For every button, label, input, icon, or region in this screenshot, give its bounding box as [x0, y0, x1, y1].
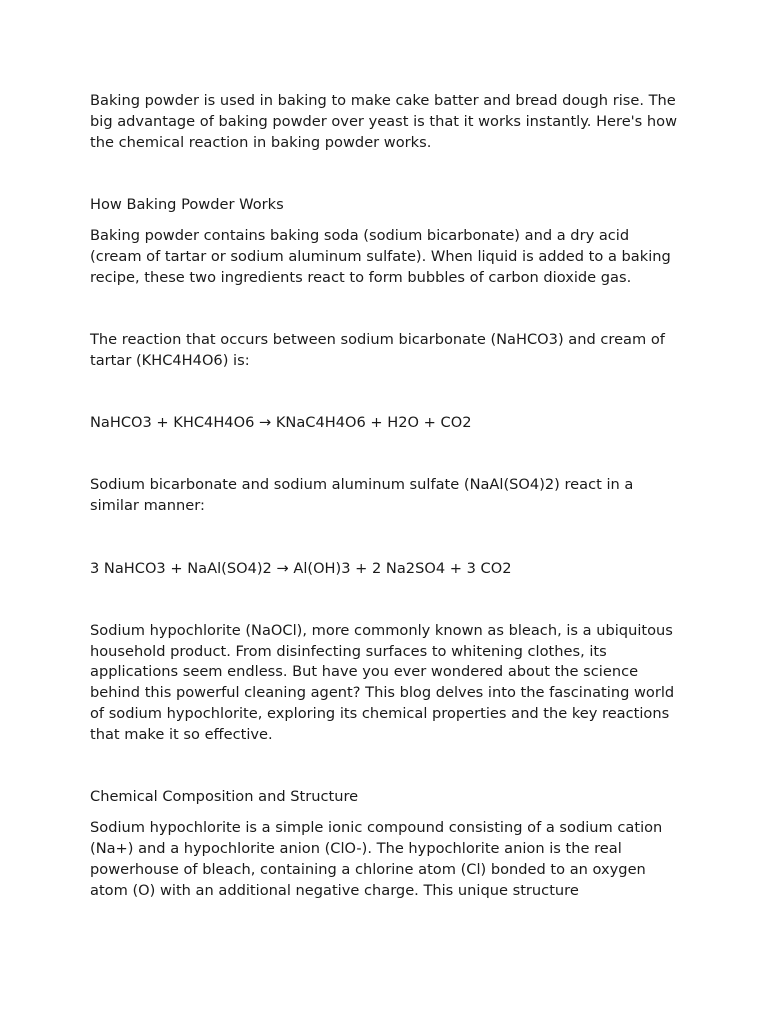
baking-powder-paragraph: Baking powder contains baking soda (sodium bicarbonate) and a dry acid (cream of tartar or sodium aluminum sulfate). When liquid is added to a baking recipe, these two ingredients react to form bubbles of carbon dioxide gas. — [90, 227, 671, 286]
spacer — [90, 746, 680, 788]
spacer — [90, 517, 680, 559]
composition-paragraph: Sodium hypochlorite is a simple ionic compound consisting of a sodium cation (Na+) and a hypochlorite anion (ClO-). The hypochlorite anion is the real powerhouse of bleach, containing a chlorine atom (Cl) bonded to an oxygen atom (O) with an additional negative charge. This unique structure — [90, 819, 663, 899]
spacer — [90, 216, 680, 227]
equation-cream-of-tartar: NaHCO3 + KHC4H4O6 → KNaC4H4O6 + H2O + CO2 — [90, 414, 472, 432]
spacer — [90, 153, 680, 195]
reaction2-intro-paragraph: Sodium bicarbonate and sodium aluminum sulfate (NaAl(SO4)2) react in a similar manner: — [90, 476, 634, 515]
spacer — [90, 289, 680, 331]
spacer — [90, 808, 680, 819]
spacer — [90, 434, 680, 476]
spacer — [90, 372, 680, 414]
intro-paragraph: Baking powder is used in baking to make cake batter and bread dough rise. The big advantage of baking powder over yeast is that it works instantly. Here's how the chemical reaction in baking powder works. — [90, 92, 678, 151]
reaction-intro-paragraph: The reaction that occurs between sodium bicarbonate (NaHCO3) and cream of tartar (KHC4H4O6) is: — [90, 331, 665, 369]
spacer — [90, 579, 680, 621]
section-heading-chemical-composition: Chemical Composition and Structure — [90, 788, 359, 806]
bleach-paragraph: Sodium hypochlorite (NaOCl), more commonly known as bleach, is a ubiquitous household product. From disinfecting surfaces to whitening clothes, its applications seem endless. But have you ever wondered about the science behind this powerful cleaning agent? This blog delves into the fascinating world of sodium hypochlorite, exploring its chemical properties and the key reactions that make it so effective. — [90, 621, 675, 743]
document-body — [90, 91, 680, 902]
equation-sodium-aluminum-sulfate: 3 NaHCO3 + NaAl(SO4)2 → Al(OH)3 + 2 Na2SO4 + 3 CO2 — [90, 559, 512, 577]
section-heading-how-baking-powder-works: How Baking Powder Works — [90, 195, 284, 213]
